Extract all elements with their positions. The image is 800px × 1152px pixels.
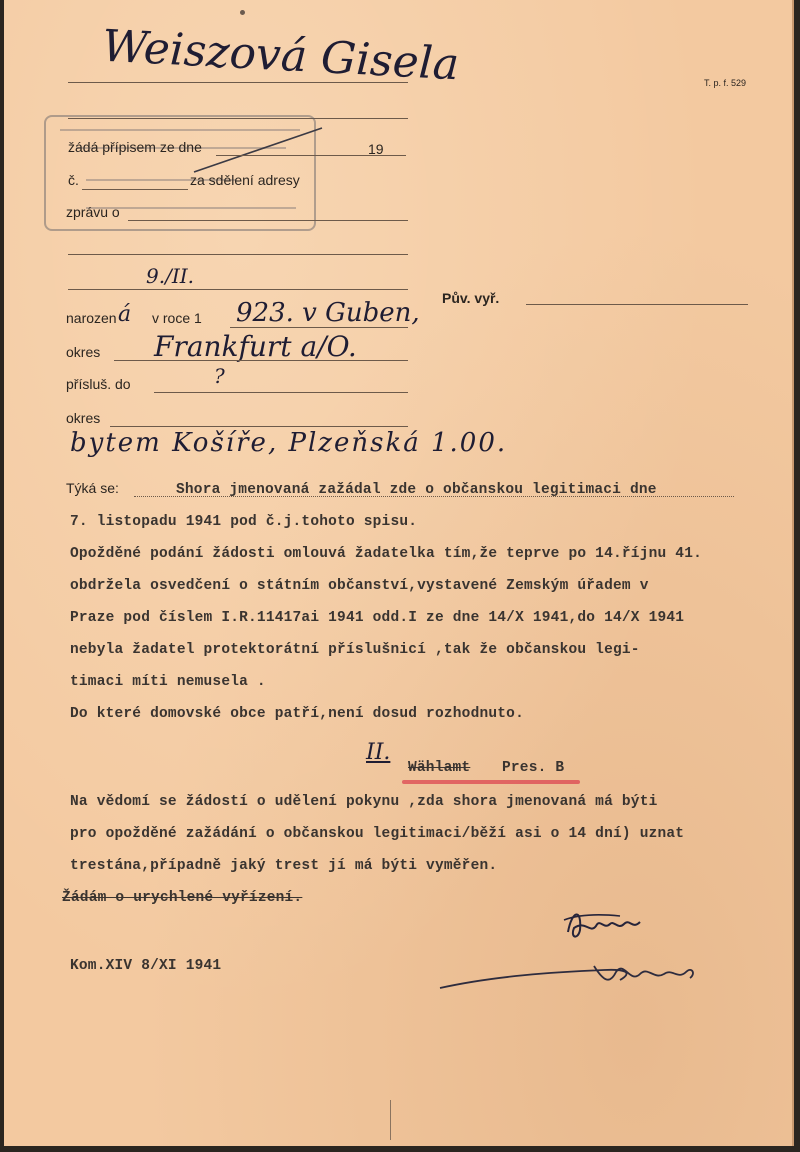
born-suffix-handwritten: á [118,302,132,327]
district2-label: okres [66,410,101,426]
margin-tick [390,1100,391,1140]
rule [82,189,188,190]
district-handwritten: Frankfurt a/O. [154,330,357,363]
rule [68,289,408,290]
red-pencil-underline [402,780,580,784]
section-mark-handwritten: II. [366,740,391,765]
body-line-2: 7. listopadu 1941 pod č.j.tohoto spisu. [70,514,418,530]
birth-year-place-handwritten: 923. v Guben, [236,298,420,328]
body-line-8: Do které domovské obce patří,není dosud rozhodnuto. [70,706,524,722]
birth-date-handwritten: 9./II. [146,264,194,288]
district-label: okres [66,344,101,360]
body-line-7: timaci míti nemusela . [70,674,266,690]
body-line-5: Praze pod číslem I.R.11417ai 1941 odd.I ze dne 14/X 1941,do 14/X 1941 [70,610,685,626]
section-struck-text: Wählamt [408,760,471,776]
document-sheet [4,0,794,1146]
rule [114,360,408,361]
file-reference: Kom.XIV 8/XI 1941 [70,958,222,974]
signature-initial [560,900,700,950]
birth-year-label: v roce 1 [152,310,202,326]
body-line-3: Opožděné podání žádosti omlouvá žadatelka tím,že teprve po 14.říjnu 41. [70,546,703,562]
request-date-label: žádá přípisem ze dne [68,139,202,155]
residence-handwritten: bytem Košíře, Plzeňská 1.00. [70,428,508,458]
request-address-label: za sdělení adresy [190,172,300,188]
rule [110,426,408,427]
origin-label: Pův. vyř. [442,290,500,306]
signature-main [434,958,714,998]
body-line-12-struck: Žádám o urychlené vyřízení. [62,890,303,906]
concerns-label: Týká se: [66,480,119,496]
rule [154,392,408,393]
rule [68,254,408,255]
applicant-name-handwritten: Weiszová Gisela [100,20,461,91]
born-label: narozen [66,310,117,326]
body-line-4: obdržela osvedčení o státním občanství,vystavené Zemským úřadem v [70,578,649,594]
body-line-9: Na vědomí se žádostí o udělení pokynu ,zda shora jmenovaná má býti [70,794,658,810]
stamp-slash [4,0,800,240]
body-line-10: pro opožděné zažádání o občanskou legitimaci/běží asi o 14 dní) uznat [70,826,685,842]
rule [230,327,408,328]
body-line-1: Shora jmenovaná zažádal zde o občanskou legitimaci dne [176,482,657,498]
body-line-6: nebyla žadatel protektorátní příslušnicí ,tak že občanskou legi- [70,642,640,658]
belongs-to-label: přísluš. do [66,376,131,392]
request-year-label: 19 [368,141,384,157]
belongs-to-handwritten: ? [214,364,225,388]
body-line-11: trestána,případně jaký trest jí má býti vyměřen. [70,858,498,874]
form-code: T. p. f. 529 [704,78,747,88]
rule [128,220,408,221]
section-recipient: Pres. B [502,760,565,776]
request-number-label: č. [68,172,79,188]
request-report-label: zprávu o [66,204,120,220]
rule [526,304,748,305]
